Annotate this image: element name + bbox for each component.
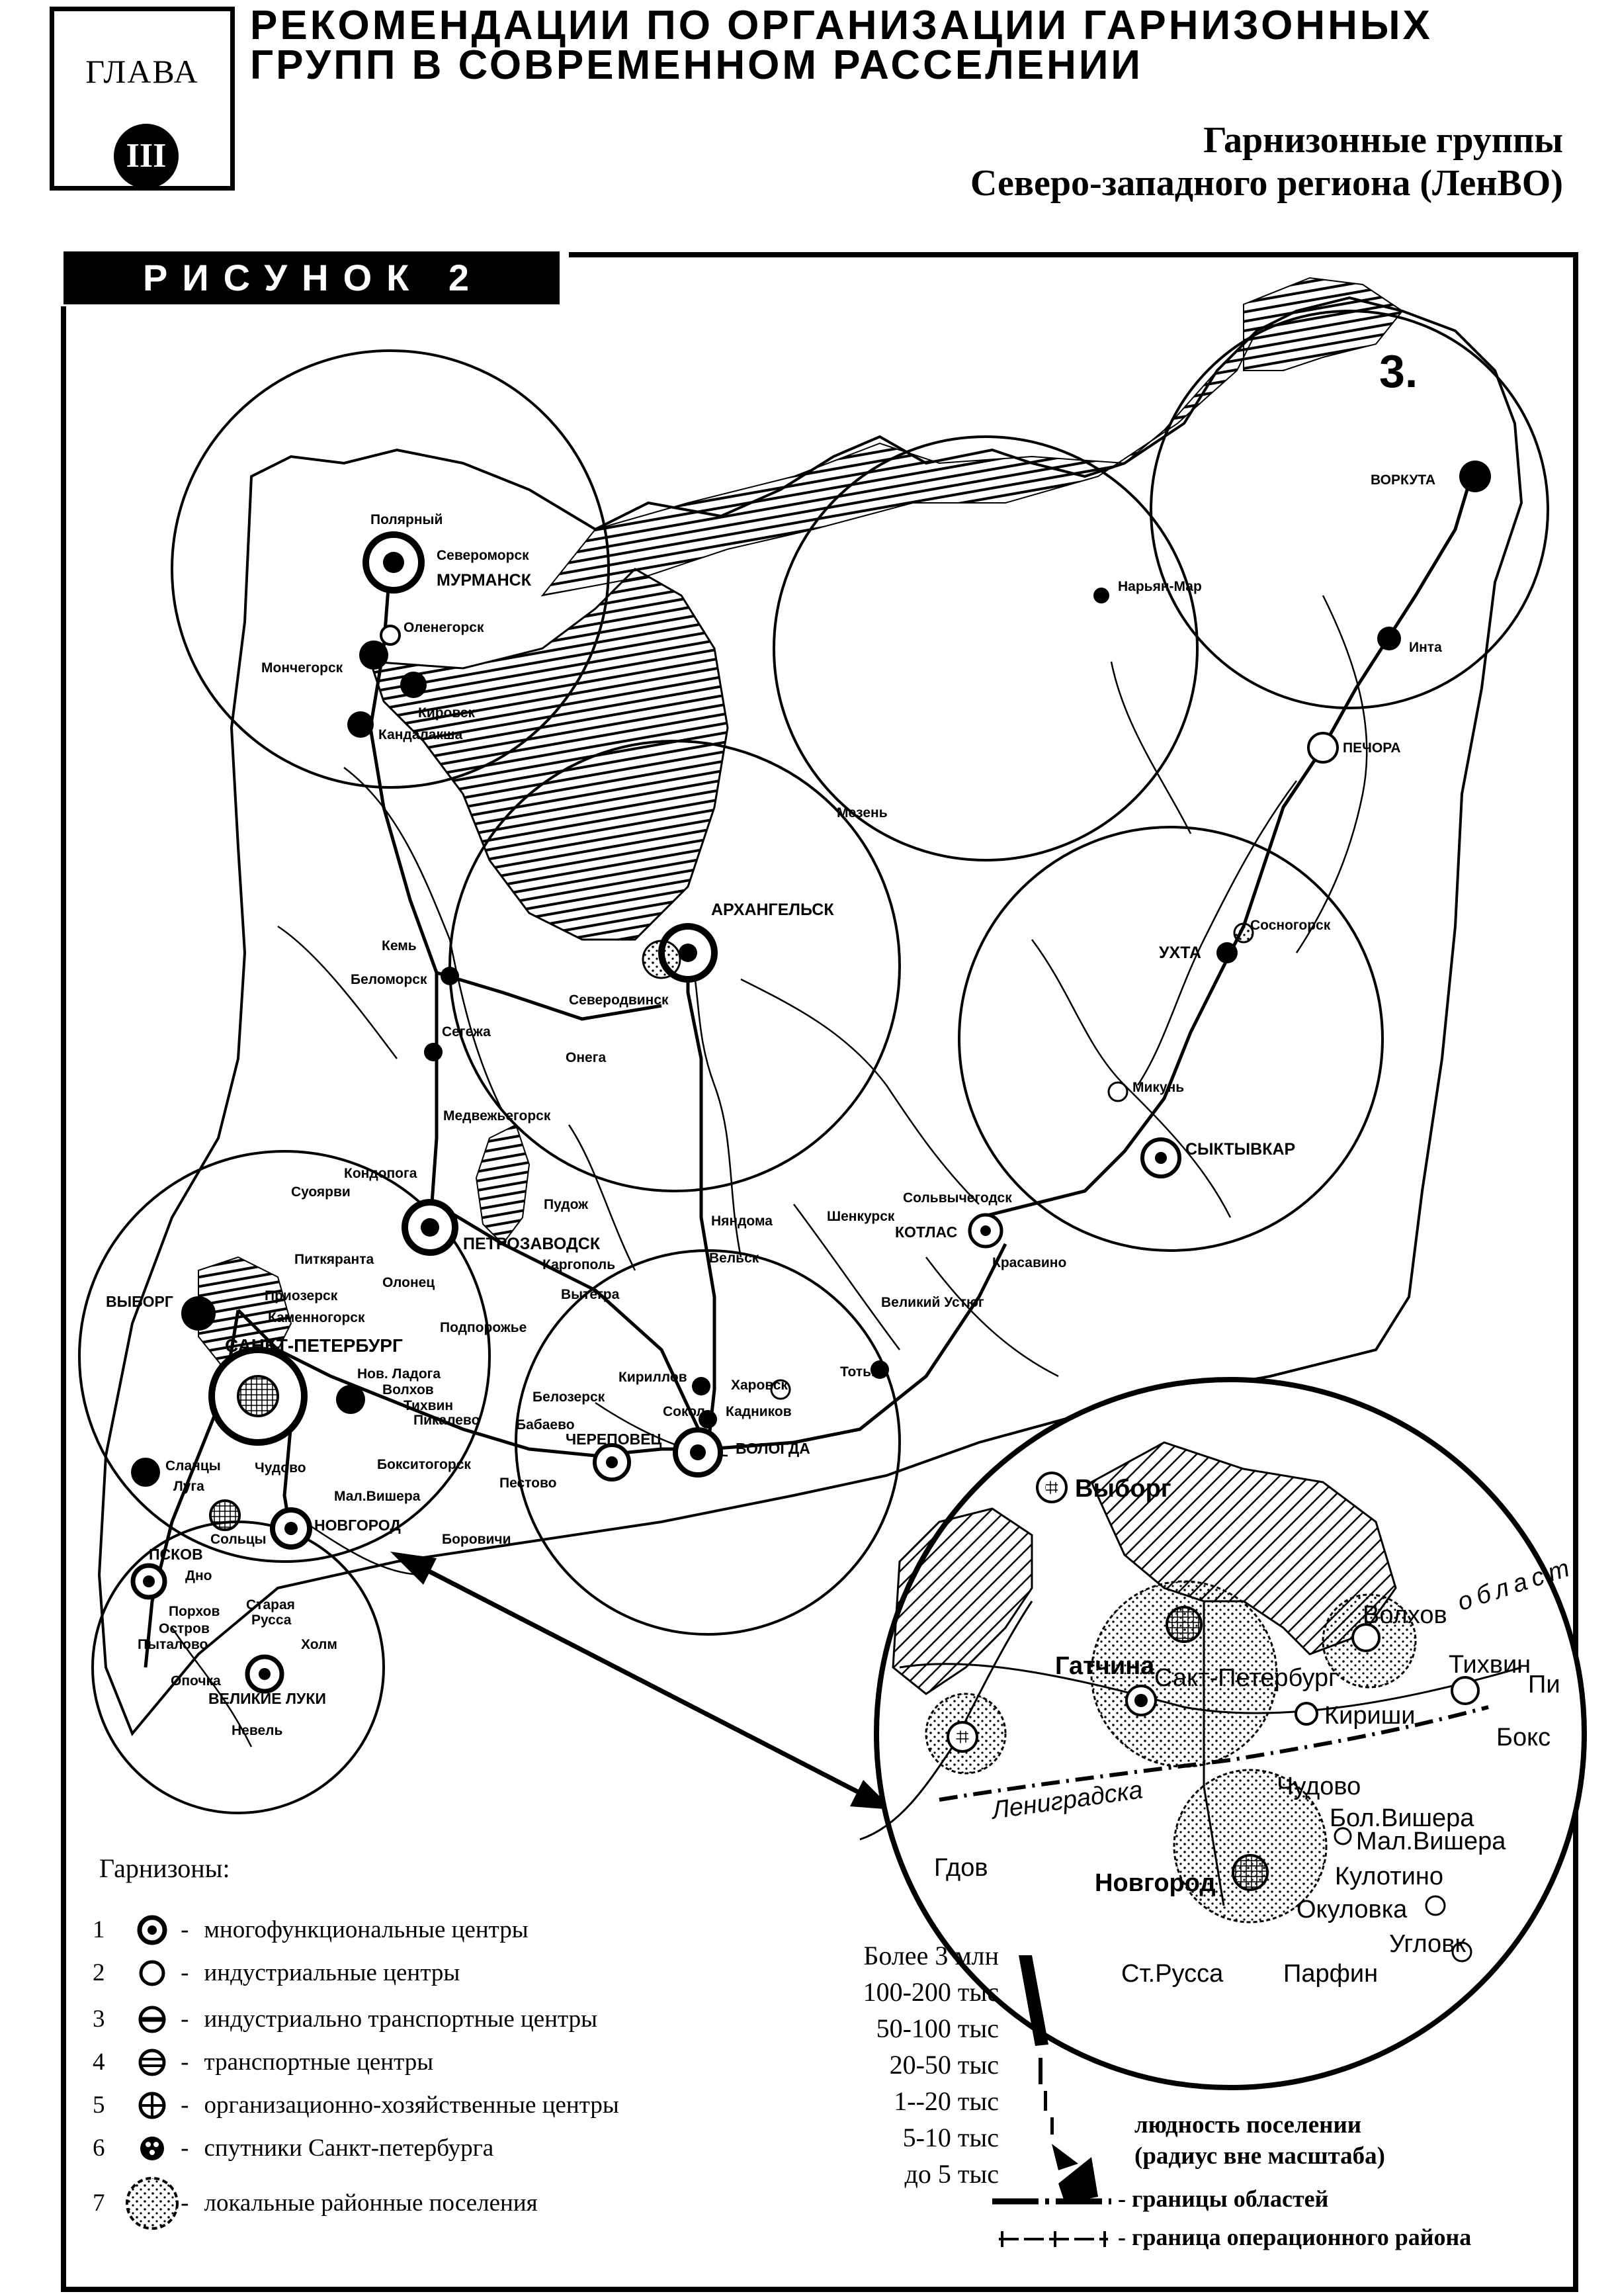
inset-volkhov: Волхов (1363, 1601, 1447, 1629)
city-volkhov-main: Волхов (382, 1382, 434, 1397)
legend-dash: - (181, 2135, 189, 2162)
legend-num: 7 (93, 2189, 105, 2217)
city-novgorod-main: НОВГОРОД (314, 1517, 401, 1534)
city-suoyarvi: Суоярви (291, 1184, 351, 1200)
city-kargopol: Каргополь (542, 1257, 616, 1272)
barents-sea (542, 331, 1257, 596)
city-vorkuta: ВОРКУТА (1371, 472, 1436, 488)
inset-boks: Бокс (1496, 1724, 1551, 1751)
inset-uglovka: Угловк (1389, 1930, 1467, 1958)
city-kem: Кемь (382, 938, 417, 953)
inset-mal-vishera: Мал.Вишера (1356, 1828, 1506, 1855)
legend-dash: - (181, 1959, 189, 1986)
city-belozersk: Белозерск (532, 1390, 605, 1405)
city-murmansk: МУРМАНСК (437, 571, 531, 590)
city-cherepovets: ЧЕРЕПОВЕЦ (566, 1431, 662, 1448)
city-kharovsk: Харовск (731, 1378, 788, 1393)
city-kandalaksha: Кандалакша (378, 727, 463, 742)
city-inta: Инта (1409, 640, 1442, 655)
city-staraya-russa-l2: Русса (251, 1612, 292, 1628)
city-dno: Дно (185, 1568, 212, 1583)
inset-vyborg: Выборг (1075, 1475, 1171, 1503)
city-pechora: ПЕЧОРА (1343, 740, 1401, 756)
population-label: 1--20 тыс (894, 2086, 999, 2116)
legend-label: индустриальные центры (204, 1959, 460, 1986)
city-velsk: Вельск (709, 1251, 759, 1266)
legend-num: 4 (93, 2049, 105, 2076)
city-vytegra: Вытегра (561, 1287, 620, 1302)
city-severodvinsk: Северодвинск (569, 993, 669, 1008)
city-chudovo-main: Чудово (255, 1460, 306, 1476)
city-belomorsk: Беломорск (351, 972, 427, 987)
city-nov-ladoga: Нов. Ладога (357, 1366, 441, 1382)
figure-label: РИСУНОК 2 (64, 251, 560, 304)
city-segezha: Сегежа (442, 1024, 491, 1039)
city-kotlas: КОТЛАС (895, 1223, 958, 1241)
line-legend-operational: - граница операционного района (1118, 2224, 1472, 2250)
city-kondopoga: Кондопога (344, 1166, 417, 1181)
city-pskov: ПСКОВ (149, 1546, 203, 1563)
city-pikalevo: Пикалево (413, 1413, 480, 1428)
city-totma: Тотьма (840, 1364, 889, 1380)
city-pitkyaranta: Питкяранта (294, 1252, 374, 1267)
city-soltsy: Сольцы (210, 1532, 267, 1547)
city-nyandoma: Няндома (711, 1214, 773, 1229)
page-title-line1: РЕКОМЕНДАЦИИ ПО ОРГАНИЗАЦИИ ГАРНИЗОННЫХ (250, 3, 1433, 48)
city-babaevo: Бабаево (516, 1417, 575, 1433)
legend-num: 1 (93, 1916, 105, 1943)
lake-onega (476, 1125, 529, 1244)
city-vyborg-main: ВЫБОРГ (106, 1293, 173, 1310)
subtitle-line2: Северо-западного региона (ЛенВО) (970, 163, 1563, 204)
city-tikhvin-main: Тихвин (404, 1398, 454, 1413)
legend-item-2 (93, 1953, 460, 1993)
chapter-number-badge: III (114, 124, 179, 189)
legend-num: 5 (93, 2092, 105, 2119)
inset-pi: Пи (1528, 1671, 1560, 1699)
city-severomorsk: Североморск (437, 548, 529, 563)
inset-chudovo: Чудово (1277, 1773, 1361, 1800)
legend-label: транспортные центры (204, 2049, 434, 2076)
line-symbols (992, 2201, 1111, 2247)
city-podporozhye: Подпорожье (440, 1320, 527, 1335)
population-label: 50-100 тыс (876, 2013, 999, 2043)
legend-item-1 (93, 1910, 529, 1950)
city-spb: САНКТ-ПЕТЕРБУРГ (225, 1335, 403, 1356)
inset-parfino: Парфин (1283, 1960, 1379, 1988)
inset-kulotino: Кулотино (1335, 1863, 1443, 1890)
city-arkhangelsk: АРХАНГЕЛЬСК (711, 901, 834, 919)
legend-item-4 (93, 2043, 433, 2082)
legend-label: индустриально транспортные центры (204, 2006, 597, 2033)
city-syktyvkar: СЫКТЫВКАР (1185, 1140, 1296, 1159)
legend-title: Гарнизоны: (99, 1853, 230, 1883)
city-shenkursk: Шенкурск (827, 1209, 895, 1224)
legend-dash: - (181, 1916, 189, 1943)
city-sosnogorsk: Сосногорск (1250, 918, 1331, 933)
city-opochka: Опочка (171, 1673, 221, 1689)
city-solvychegodsk: Сольвычегодск (903, 1190, 1012, 1206)
city-luga: Луга (173, 1479, 204, 1494)
inset-bol-vishera: Бол.Вишера (1330, 1804, 1474, 1832)
legend-item-5 (93, 2086, 619, 2125)
inset-kirishi: Кириши (1324, 1702, 1416, 1730)
city-kamennogorsk: Каменногорск (268, 1310, 365, 1325)
city-olenegorsk: Оленегорск (404, 620, 484, 635)
city-priozersk: Приозерск (265, 1288, 338, 1303)
inset-gdov: Гдов (934, 1854, 988, 1882)
city-kirillov: Кириллов (618, 1370, 687, 1385)
legend-num: 3 (93, 2006, 105, 2033)
population-label: 100-200 тыс (863, 1977, 999, 2007)
city-staraya-russa-l1: Старая (246, 1597, 295, 1612)
legend-item-3 (93, 2000, 597, 2039)
inset-novgorod: Новгород (1095, 1869, 1216, 1897)
city-kadnikov: Кадников (726, 1404, 792, 1419)
legend-num: 6 (93, 2135, 105, 2162)
city-borovichi: Боровичи (442, 1532, 511, 1547)
city-slantsy: Сланцы (165, 1458, 221, 1474)
city-porkhov: Порхов (169, 1604, 220, 1619)
population-label: 5-10 тыс (902, 2123, 999, 2152)
city-velikie-luki: ВЕЛИКИЕ ЛУКИ (208, 1690, 326, 1707)
legend-dash: - (181, 2092, 189, 2119)
city-krasavino: Красавино (992, 1255, 1067, 1270)
inset-spb: Сакт-Петербург (1154, 1664, 1338, 1692)
city-ukhta: УХТА (1159, 944, 1201, 962)
legend-item-6 (93, 2129, 493, 2168)
city-mikun: Микунь (1132, 1080, 1185, 1095)
legend-label: локальные районные поселения (204, 2189, 538, 2217)
city-vologda: ВОЛОГДА (736, 1440, 810, 1457)
subtitle-line1: Гарнизонные группы (1203, 120, 1563, 161)
population-caption-line2: (радиус вне масштаба) (1134, 2142, 1385, 2170)
inset-st-russa: Ст.Русса (1121, 1960, 1224, 1988)
city-olonets: Олонец (382, 1275, 435, 1290)
population-caption-line1: людность поселении (1134, 2111, 1362, 2139)
legend-label: спутники Санкт-петербурга (204, 2135, 494, 2162)
city-naryan-mar: Нарьян-Мар (1118, 579, 1202, 594)
city-medvezhyegorsk: Медвежьегорск (443, 1108, 551, 1124)
page-title-line2: ГРУПП В СОВРЕМЕННОМ РАССЕЛЕНИИ (250, 42, 1143, 88)
inset-okulovka: Окуловка (1297, 1896, 1408, 1923)
city-pytalovo: Пыталово (138, 1637, 208, 1652)
legend-label: многофункциональные центры (204, 1916, 529, 1943)
city-nevel: Невель (232, 1723, 283, 1738)
inset-tikhvin: Тихвин (1449, 1651, 1531, 1679)
inset-oblast: област (1454, 1552, 1578, 1617)
legend-dash: - (181, 2189, 189, 2217)
legend-num: 2 (93, 1959, 105, 1986)
chapter-word: ГЛАВА (85, 53, 199, 90)
legend-dash: - (181, 2006, 189, 2033)
line-legend-oblast: - границы областей (1118, 2186, 1329, 2212)
city-mal-vishera-main: Мал.Вишера (334, 1489, 421, 1504)
city-ostrov: Остров (159, 1621, 210, 1636)
city-pestovo: Пестово (499, 1476, 557, 1491)
pechora-sea (1244, 278, 1402, 371)
population-label: Более 3 млн (863, 1941, 999, 1970)
city-pudozh: Пудож (544, 1197, 589, 1212)
city-kirovsk: Кировск (418, 705, 475, 721)
city-monchegorsk: Мончегорск (261, 660, 343, 676)
city-sokol: Сокол (663, 1404, 705, 1419)
city-poliarny: Полярный (370, 512, 443, 527)
inset-leningradskaya: Лениградска (990, 1776, 1145, 1825)
region-number: 3. (1379, 345, 1418, 397)
city-mezen: Мезень (837, 805, 888, 820)
legend-dash: - (181, 2049, 189, 2076)
population-label: 20-50 тыс (889, 2050, 999, 2080)
city-kholm: Холм (301, 1637, 337, 1652)
city-veliky-ustyug: Великий Устюг (881, 1295, 984, 1310)
inset-pointer-arrow (390, 1552, 893, 1810)
legend-label: организационно-хозяйственные центры (204, 2092, 619, 2119)
city-boksitogorsk: Бокситогорск (377, 1457, 471, 1472)
legend-item-7 (93, 2184, 538, 2223)
city-petrozavodsk: ПЕТРОЗАВОДСК (463, 1235, 601, 1253)
population-label: до 5 тыс (904, 2159, 999, 2189)
city-onega: Онега (566, 1050, 607, 1065)
inset-gatchina: Гатчина (1055, 1652, 1155, 1680)
